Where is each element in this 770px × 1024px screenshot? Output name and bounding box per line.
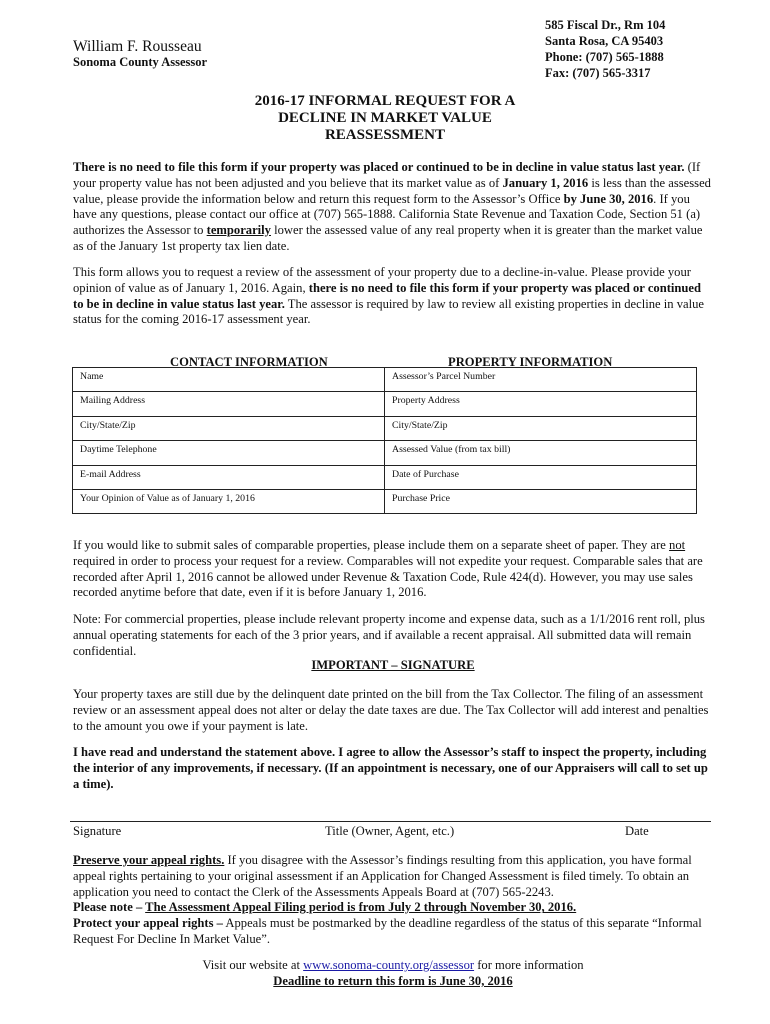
form-title <box>180 93 590 144</box>
form-row <box>73 392 697 416</box>
parcel-number-field[interactable]: Assessor’s Parcel Number <box>385 368 697 392</box>
form-row <box>73 489 697 513</box>
phone-line: Phone: (707) 565-1888 <box>545 50 664 64</box>
office-name: Sonoma County Assessor <box>73 55 208 69</box>
address-line: Santa Rosa, CA 95403 <box>545 34 664 48</box>
review-paragraph: This form allows you to request a review of the assessment of your property due to a decline-in-value. Please provide your opinion of value as of January 1, 2016. Again, there is no need to file this form if your property was placed or continued to be in decline in value status last year. The assessor is required by law to review all existing properties in decline in value status for the coming 2016-17 assessment year. <box>73 265 704 327</box>
title-label: Title (Owner, Agent, etc.) <box>325 824 455 838</box>
title-line: REASSESSMENT <box>324 127 446 143</box>
office-address <box>545 17 665 81</box>
property-address-field[interactable]: Property Address <box>385 392 697 416</box>
comparables-paragraph: If you would like to submit sales of comparable properties, please include them on a separate sheet of paper. They are not required in order to process your request for a review. Comparables will not expedite your request. Comparable sales that are recorded after April 1, 2016 cannot be allowed under Revenue & Taxation Code, Rule 424(d). However, you may use sales recorded anytime before that date, even if it is before January 1, 2016. <box>73 538 703 600</box>
date-of-purchase-field[interactable]: Date of Purchase <box>385 465 697 489</box>
mailing-address-field[interactable]: Mailing Address <box>73 392 385 416</box>
assessor-name: William F. Rousseau <box>73 38 202 55</box>
website-line: Visit our website at www.sonoma-county.org/assessor for more information <box>202 958 584 972</box>
contact-city-state-zip-field[interactable]: City/State/Zip <box>73 416 385 440</box>
website-link[interactable]: www.sonoma-county.org/assessor <box>303 958 475 972</box>
commercial-note: Note: For commercial properties, please include relevant property income and expense data, such as a 1/1/2016 rent roll, plus annual operating statements for each of the 3 prior years, and if available a recent appraisal. All submitted data will remain confidential. <box>73 612 705 658</box>
taxes-paragraph: Your property taxes are still due by the delinquent date printed on the bill from the Tax Collector. The filing of an assessment review or an assessment appeal does not alter or delay the date taxes are due. The Tax Collector will add interest and penalties to the amount you owe if your payment is late. <box>73 687 709 733</box>
signature-line[interactable] <box>70 821 711 822</box>
email-field[interactable]: E-mail Address <box>73 465 385 489</box>
daytime-telephone-field[interactable]: Daytime Telephone <box>73 441 385 465</box>
important-signature-heading: IMPORTANT – SIGNATURE <box>311 658 475 672</box>
purchase-price-field[interactable]: Purchase Price <box>385 489 697 513</box>
intro-paragraph: There is no need to file this form if your property was placed or continued to be in decline in value status last year. (If your property value has not been adjusted and you believe that its market value as of January 1, 2016 is less than the assessed value, please provide the information below and return this request form to the Assessor’s Office by June 30, 2016. If you have any questions, please contact our office at (707) 565-1888. California State Revenue and Taxation Code, Section 51 (a) authorizes the Assessor to temporarily lower the assessed value of any real property when it is greater than the market value as of the January 1st property tax lien date. <box>73 160 711 253</box>
address-line: 585 Fiscal Dr., Rm 104 <box>545 18 666 32</box>
title-line: DECLINE IN MARKET VALUE <box>278 110 492 126</box>
property-city-state-zip-field[interactable]: City/State/Zip <box>385 416 697 440</box>
protect-appeal-rights: Protect your appeal rights – Appeals must be postmarked by the deadline regardless of the status of this separate “Informal Request For Decline In Market Value”. <box>73 916 702 946</box>
appeal-rights-section <box>73 853 713 948</box>
name-field[interactable]: Name <box>73 368 385 392</box>
form-row <box>73 441 697 465</box>
information-form-table <box>72 367 697 514</box>
form-row <box>73 465 697 489</box>
fax-line: Fax: (707) 565-3317 <box>545 66 651 80</box>
appeal-rights-paragraph: Preserve your appeal rights. If you disagree with the Assessor’s findings resulting from this application, you have formal appeal rights pertaining to your original assessment if an Application for Changed Assessment is filed timely. To obtain an application you need to contact the Clerk of the Assessments Appeals Board at (707) 565-2243. <box>73 853 692 899</box>
form-row <box>73 416 697 440</box>
agreement-statement: I have read and understand the statement above. I agree to allow the Assessor’s staff to inspect the property, including the interior of any improvements, if necessary. (If an appointment is necessary, one of our Appraisers will call to set up a time). <box>73 745 708 791</box>
opinion-of-value-field[interactable]: Your Opinion of Value as of January 1, 2016 <box>73 489 385 513</box>
title-line: 2016-17 INFORMAL REQUEST FOR A <box>254 93 516 109</box>
contact-info-heading: CONTACT INFORMATION <box>170 355 328 369</box>
assessed-value-field[interactable]: Assessed Value (from tax bill) <box>385 441 697 465</box>
form-row <box>73 368 697 392</box>
property-info-heading: PROPERTY INFORMATION <box>448 355 613 369</box>
appeal-filing-note: Please note – The Assessment Appeal Filing period is from July 2 through November 30, 2016. <box>73 900 577 915</box>
return-deadline: Deadline to return this form is June 30, 2016 <box>273 974 513 988</box>
signature-label: Signature <box>73 824 122 838</box>
date-label: Date <box>625 824 649 838</box>
